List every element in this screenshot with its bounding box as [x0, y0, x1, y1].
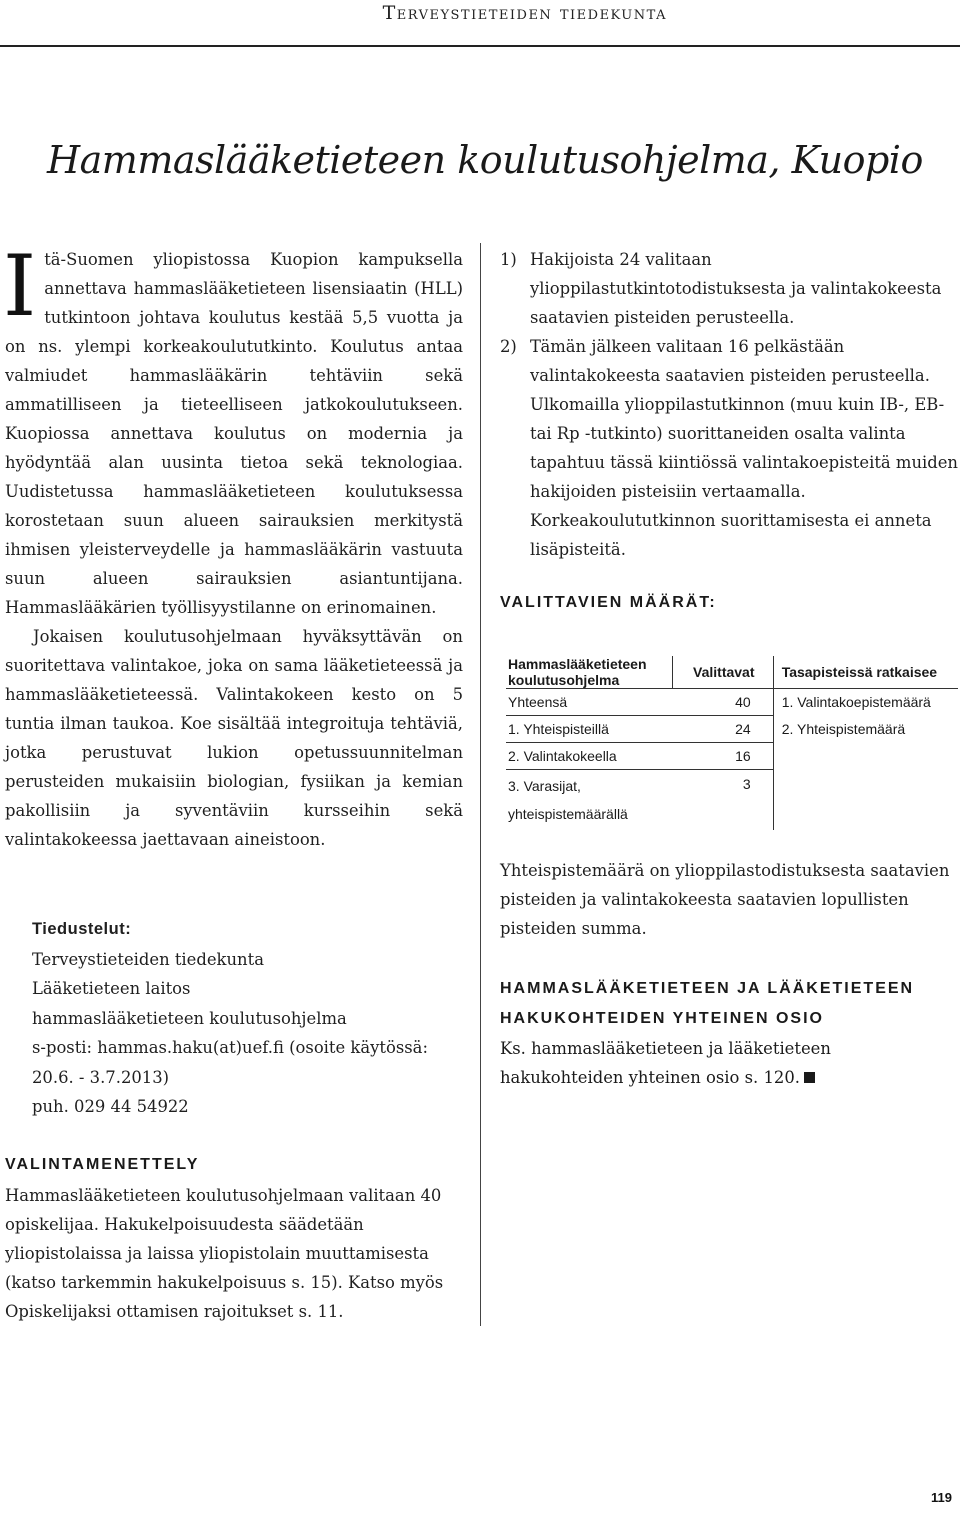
table-row — [506, 689, 958, 716]
table-cell-empty — [773, 743, 958, 770]
contact-line: hammaslääketieteen koulutusohjelma — [32, 1008, 347, 1028]
table-header: Hammaslääketieteen koulutusohjelma — [508, 656, 647, 688]
row-value: 24 — [672, 716, 773, 743]
valintamenettely-text: Hammaslääketieteen koulutusohjelmaan valitaan 40 opiskelijaa. Hakukelpoisuudesta säädetään yliopistolaissa ja laissa yliopistolain muuttamisesta (katso tarkemmin hakukelpoisuus s. 15). Katso myös Opiskelijaksi ottamisen rajoitukset s. 11. — [5, 1186, 444, 1321]
contact-line: Terveystieteiden tiedekunta — [32, 949, 264, 969]
contact-line: Lääketieteen laitos — [32, 979, 191, 998]
hakukohteiden-heading: HAMMASLÄÄKETIETEEN JA LÄÄKETIETEEN — [500, 980, 915, 997]
quota-table — [506, 656, 958, 830]
step-number: 1) — [500, 250, 517, 269]
row-label: 2. Valintakokeella — [506, 743, 672, 770]
hakukohteiden-reference: Ks. hammaslääketieteen ja lääketieteen hakukohteiden yhteinen osio s. 120. — [500, 1039, 831, 1087]
table-cell-empty — [773, 770, 958, 831]
table-row — [506, 716, 958, 743]
step-number: 2) — [500, 337, 517, 356]
row-label: 3. Varasijat, yhteispistemäärällä — [508, 778, 628, 822]
valintamenettely-heading: VALINTAMENETTELY — [5, 1156, 200, 1173]
tiebreaker: 2. Yhteispistemäärä — [773, 716, 958, 743]
header-rule — [0, 45, 960, 47]
table-header: Tasapisteissä ratkaisee — [773, 656, 958, 689]
page-number: 119 — [931, 1490, 952, 1505]
selection-step — [500, 332, 958, 564]
hakukohteiden-text — [500, 1034, 958, 1092]
intro-column — [3, 237, 463, 854]
row-label: Yhteensä — [506, 689, 672, 716]
summary-paragraph: Yhteispistemäärä on ylioppilastodistuksesta saatavien pisteiden ja valintakokeesta saatavien lopullisten pisteiden summa. — [500, 861, 950, 938]
contact-heading: Tiedustelut: — [32, 920, 132, 938]
valintamenettely-section — [5, 1150, 465, 1326]
step-text: Tämän jälkeen valitaan 16 pelkästään valintakokeesta saatavien pisteiden perusteella. Ulkomailla ylioppilastutkinnon (muu kuin IB-, EB- tai Rp -tutkinto) suorittaneiden osalta valinta tapahtuu tässä kiintiössä valintakoepisteitä muiden hakijoiden pisteisiin vertaamalla. Korkeakoulututkinnon suorittamisesta ei anneta lisäpisteitä. — [530, 337, 958, 559]
contact-block — [32, 915, 472, 1122]
intro-paragraph-2: Jokaisen koulutusohjelmaan hyväksyttävän on suoritettava valintakoe, joka on sama lääketieteessä ja hammaslääketieteessä. Valintakokeen kesto on 5 tuntia ilman taukoa. Koe sisältää integroituja tehtäviä, jotka perustuvat lukion opetussuunnitelman perusteiden mukaisiin biologian, fysiikan ja kemian pakollisiin ja syventäviin kursseihin sekä valintakokeessa jaettavaan aineistoon. — [5, 627, 463, 849]
contact-email: s-posti: hammas.haku(at)uef.fi (osoite käytössä: 20.6. - 3.7.2013) — [32, 1038, 428, 1087]
step-text: Hakijoista 24 valitaan ylioppilastutkintotodistuksesta ja valintakokeesta saatavien pisteiden perusteella. — [530, 250, 942, 327]
table-row — [506, 743, 958, 770]
row-label: 1. Yhteispisteillä — [506, 716, 672, 743]
row-value: 16 — [672, 743, 773, 770]
hakukohteiden-heading: HAKUKOHTEIDEN YHTEINEN OSIO — [500, 1010, 824, 1027]
valittavien-heading: VALITTAVIEN MÄÄRÄT: — [500, 594, 717, 611]
drop-cap: I — [3, 237, 37, 335]
hakukohteiden-section — [500, 974, 958, 1092]
tiebreaker: 1. Valintakoepistemäärä — [773, 689, 958, 716]
contact-phone: puh. 029 44 54922 — [32, 1097, 189, 1116]
page-title: Hammaslääketieteen koulutusohjelma, Kuopio — [47, 138, 923, 182]
intro-paragraph-1 — [3, 237, 463, 622]
summary-text — [500, 856, 958, 943]
column-divider — [480, 243, 481, 1326]
selection-step — [500, 245, 958, 332]
table-header: Valittavat — [672, 656, 773, 689]
intro-text-1: tä-Suomen yliopistossa Kuopion kampuksella annettava hammaslääketieteen lisensiaatin (HLL) tutkintoon johtava koulutus kestää 5,5 vuotta ja on ns. ylempi korkeakoulututkinto. Koulutus antaa valmiudet hammaslääkärin tehtäviin sekä ammatilliseen ja tieteelliseen jatkokoulutukseen. Kuopiossa annettava koulutus on modernia ja hyödyntää alan uusinta tietoa sekä teknologiaa. Uudistetussa hammaslääketieteen koulutuksessa korostetaan suun alueen sairauksien merkitystä ihmisen yleisterveydelle ja hammaslääkärin vastuuta suun alueen sairauksien asiantuntijana. Hammaslääkärien työllisyystilanne on erinomainen. — [5, 250, 463, 617]
end-mark-icon — [804, 1072, 815, 1083]
selection-steps — [500, 245, 958, 564]
table-row — [506, 770, 958, 831]
row-value: 3 — [742, 776, 751, 792]
row-value: 40 — [672, 689, 773, 716]
running-head: Terveystieteiden tiedekunta — [382, 2, 667, 24]
